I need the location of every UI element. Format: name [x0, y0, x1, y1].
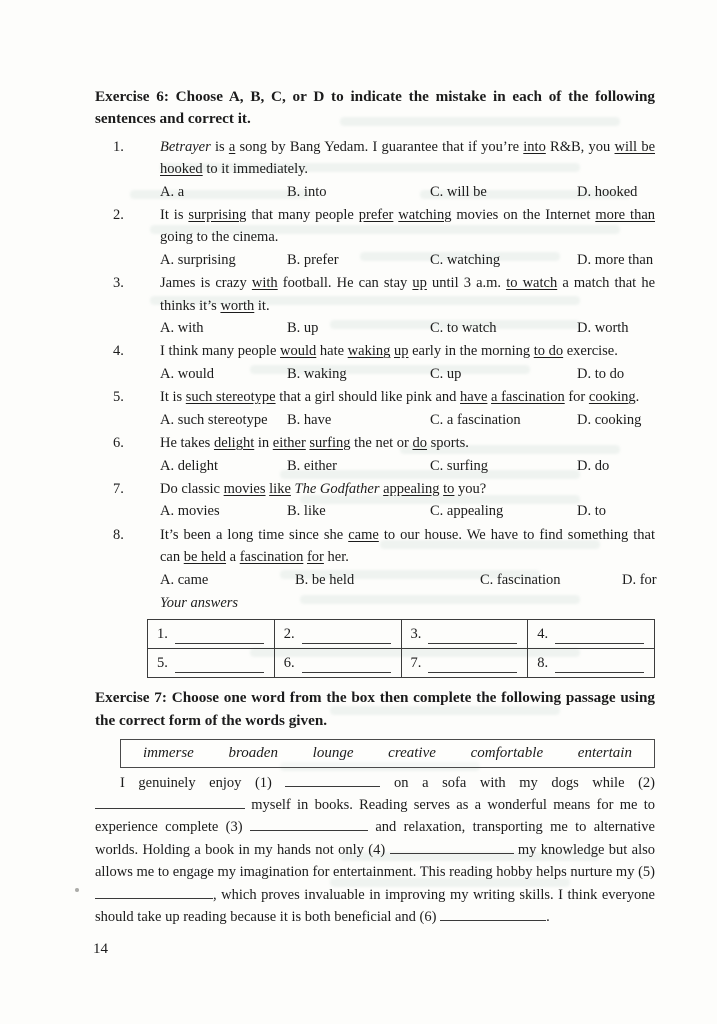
answer-blank-line	[175, 660, 264, 673]
question-text: Do classic movies like The Godfather appealing to you?	[160, 480, 487, 497]
option-label: B. either	[287, 457, 337, 474]
word-box-word: immerse	[143, 745, 194, 762]
answer-blank-line	[428, 660, 517, 673]
option-label: D. do	[577, 457, 610, 474]
question-text: I think many people would hate waking up early in the morning to do exercise.	[160, 343, 618, 360]
question-number: 2.	[113, 207, 124, 224]
answer-cell-number: 5.	[157, 655, 168, 672]
question-item	[95, 272, 655, 339]
question-text: James is crazy with football. He can stay up until 3 a.m. to watch a match that he thinks it’s worth it.	[160, 275, 656, 314]
word-box-word: entertain	[577, 745, 632, 762]
option-label: B. have	[287, 411, 332, 428]
question-number: 1.	[113, 138, 124, 155]
answer-cell-number: 6.	[283, 655, 295, 672]
option-label: A. would	[160, 365, 214, 382]
exercise6-question-list	[95, 136, 655, 591]
question-options	[160, 317, 655, 339]
page-number: 14	[93, 941, 108, 957]
question-text: Betrayer is a song by Bang Yedam. I guarantee that if you’re into R&B, you will be hooked to it immediately.	[160, 138, 656, 178]
answer-cell	[274, 649, 401, 678]
answer-cell	[401, 649, 528, 678]
answer-cell	[274, 620, 401, 649]
blank-line	[95, 795, 245, 809]
answer-blank-line	[428, 631, 517, 644]
answer-cell	[528, 620, 655, 649]
word-box-word: lounge	[312, 745, 354, 762]
question-number: 4.	[113, 343, 124, 360]
option-label: A. with	[160, 320, 204, 337]
blank-line	[95, 885, 213, 899]
question-options	[160, 500, 655, 522]
answer-cell-number: 7.	[410, 655, 422, 672]
option-label: D. for	[622, 571, 657, 588]
question-number: 6.	[113, 435, 124, 452]
option-label: D. to	[577, 503, 606, 520]
option-label: B. like	[287, 503, 326, 520]
answer-blank-line	[302, 660, 391, 673]
answer-cell-number: 2.	[283, 626, 295, 643]
question-text: It’s been a long time since she came to our house. We have to find something that can be held a fascination for her.	[160, 526, 655, 566]
option-label: A. came	[160, 571, 209, 588]
question-item	[95, 478, 655, 523]
question-item	[95, 386, 655, 431]
option-label: B. up	[287, 320, 319, 337]
exercise6-title: Exercise 6: Choose A, B, C, or D to indicate the mistake in each of the following sentences and correct it.	[95, 88, 655, 128]
word-box-word: broaden	[228, 745, 278, 762]
option-label: B. into	[287, 183, 327, 200]
option-label: D. to do	[577, 365, 625, 382]
word-box	[120, 739, 655, 767]
option-label: C. a fascination	[430, 411, 521, 428]
answer-table	[147, 619, 655, 678]
option-label: B. prefer	[287, 251, 339, 268]
answer-cell	[148, 649, 275, 678]
question-number: 7.	[113, 480, 124, 497]
answer-cell-number: 3.	[410, 626, 422, 643]
question-item	[95, 204, 655, 271]
scan-speck	[75, 888, 79, 892]
question-text: It is such stereotype that a girl should like pink and have a fascination for cooking.	[160, 389, 640, 406]
answer-cell	[528, 649, 655, 678]
question-number: 3.	[113, 275, 124, 292]
word-box-word: comfortable	[470, 745, 544, 762]
question-item	[95, 524, 655, 591]
option-label: C. watching	[430, 251, 501, 268]
exercise7-title: Exercise 7: Choose one word from the box then complete the following passage using the correct form of the words given.	[95, 689, 655, 729]
answer-blank-line	[555, 631, 644, 644]
question-options	[160, 181, 655, 203]
question-options	[160, 455, 655, 477]
question-options	[160, 569, 655, 591]
question-item	[95, 136, 655, 203]
answer-cell-number: 8.	[537, 655, 549, 672]
option-label: D. cooking	[577, 411, 642, 428]
option-label: C. to watch	[430, 320, 497, 337]
option-label: B. be held	[295, 571, 355, 588]
option-label: C. will be	[430, 183, 487, 200]
answer-blank-line	[555, 660, 644, 673]
answer-blank-line	[302, 631, 391, 644]
answer-cell	[148, 620, 275, 649]
blank-line	[285, 773, 380, 787]
option-label: A. such stereotype	[160, 411, 268, 428]
option-label: C. up	[430, 365, 462, 382]
option-label: D. hooked	[577, 183, 638, 200]
answer-cell-number: 4.	[537, 626, 549, 643]
option-label: A. a	[160, 183, 185, 200]
question-item	[95, 340, 655, 385]
option-label: C. surfing	[430, 457, 488, 474]
your-answers-label: Your answers	[160, 594, 239, 611]
blank-line	[390, 840, 514, 854]
answer-cell-number: 1.	[157, 626, 168, 643]
question-text: He takes delight in either surfing the net or do sports.	[160, 435, 469, 452]
answer-blank-line	[175, 631, 264, 644]
question-number: 5.	[113, 389, 124, 406]
word-box-word: creative	[388, 745, 436, 762]
question-item	[95, 432, 655, 477]
option-label: B. waking	[287, 365, 347, 382]
option-label: D. worth	[577, 320, 629, 337]
option-label: A. surprising	[160, 251, 236, 268]
option-label: A. movies	[160, 503, 220, 520]
question-text: It is surprising that many people prefer watching movies on the Internet more than going to the cinema.	[160, 207, 656, 246]
question-options	[160, 249, 655, 271]
question-options	[160, 363, 655, 385]
blank-line	[250, 817, 368, 831]
page-content	[95, 86, 655, 928]
question-options	[160, 409, 655, 431]
blank-line	[440, 907, 546, 921]
option-label: A. delight	[160, 457, 218, 474]
question-number: 8.	[113, 526, 124, 543]
option-label: D. more than	[577, 251, 654, 268]
answer-cell	[401, 620, 528, 649]
option-label: C. appealing	[430, 503, 504, 520]
passage-text: I genuinely enjoy (1) on a sofa with my dogs while (2) myself in books. Reading serves as a wonderful means for me to experience complete (3) and relaxation, transporting me to alternative worlds. Holding a book in my hands not only (4) my knowledge but also allows me to engage my imagination for entertainment. This reading hobby helps nurture my (5) , which proves invaluable in improving my writing skills. I think everyone should take up reading because it is both beneficial and (6) .	[95, 774, 655, 925]
option-label: C. fascination	[480, 571, 561, 588]
